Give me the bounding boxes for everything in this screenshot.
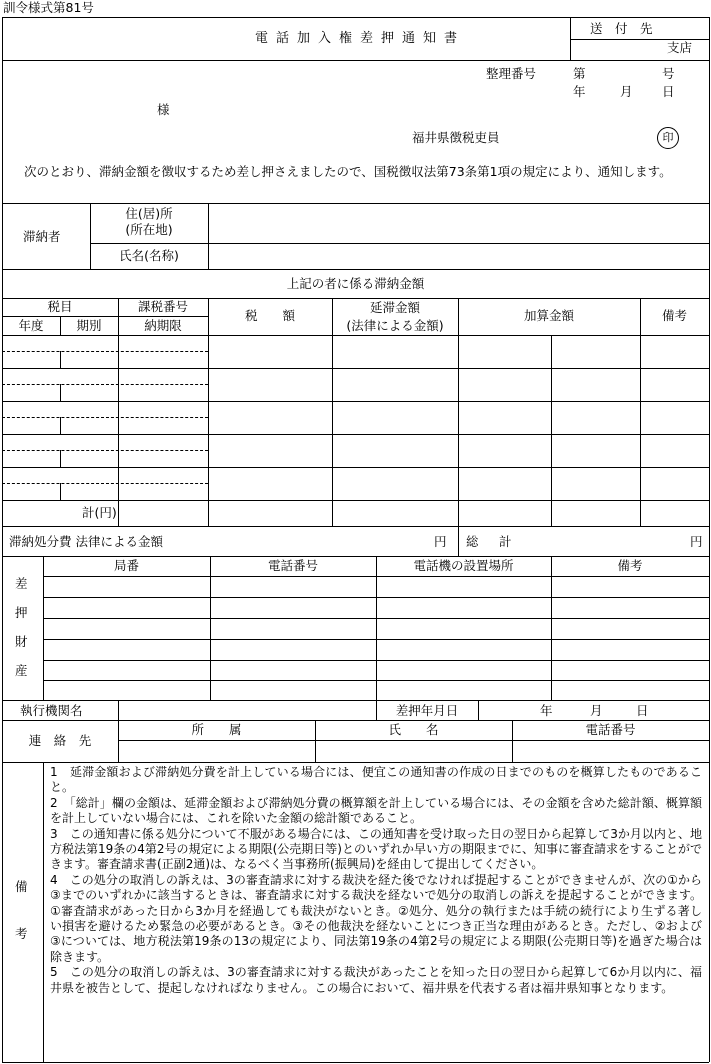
- note-item: 5 この処分の取消しの訴えは、3の審査請求に対する裁決があったことを知った日の翌日から起算して6か月以内に、福井県を被告として、提起しなければなりません。この場合において、福井県を代表する者は福井県知事となります。: [50, 965, 702, 995]
- note-item: 2 「総計」欄の金額は、延滞金額および滞納処分費の概算額を計上している場合には、その金額を含めた総計額、概算額を計上していない場合には、これを除いた金額の総計額であること。: [50, 795, 702, 826]
- frame-left: [2, 17, 3, 1062]
- amount-section-title: 上記の者に係る滞納金額: [286, 276, 425, 291]
- seal-stamp: 印: [657, 127, 679, 149]
- table-row: [2, 500, 709, 501]
- delinquent-label: 滞納者: [23, 229, 61, 244]
- frame-top: [2, 17, 709, 18]
- seizure-date-label: 差押年月日: [395, 703, 459, 718]
- notes-list: [50, 765, 702, 996]
- addressee-suffix: 様: [157, 102, 170, 117]
- disposition-label: 滞納処分費 法律による金額: [9, 534, 163, 549]
- grand-total-label: 総 計: [466, 534, 516, 549]
- table-row: [43, 660, 709, 661]
- frame-right: [709, 17, 710, 1062]
- official-title: 福井県徴税吏員: [412, 130, 500, 145]
- sender-label: 送 付 先: [590, 21, 653, 36]
- agency-label: 執行機関名: [20, 703, 83, 718]
- note-item: 1 延滞金額および滞納処分費を計上している場合には、便宜この通知書の作成の日までのものを概算したものであること。: [50, 765, 702, 795]
- table-row: [2, 368, 709, 369]
- table-row: [43, 639, 709, 640]
- table-row: [43, 680, 709, 681]
- contact-label: 連 絡 先: [28, 733, 92, 748]
- form-title: 電話加入権差押通知書: [254, 31, 465, 46]
- intro-text: 次のとおり、滞納金額を徴収するため差し押さえましたので、国税徴収法第73条第1項の規定により、通知します。: [24, 164, 672, 179]
- form-id: 訓令様式第81号: [3, 0, 94, 15]
- table-row: [2, 434, 709, 435]
- table-row: [43, 597, 709, 598]
- note-item: 4 この処分の取消しの訴えは、3の審査請求に対する裁決を経た後でなければ提起することができませんが、次の①から③までのいずれかに該当するときは、審査請求に対する裁決を経ないで処分の取消しの訴えを提起することができます。①審査請求があった日から3か月を経過しても裁決がないとき。②処分、処分の執行または手続の続行により生ずる著しい損害を避けるため緊急の必要があるとき。③その他裁決を経ないことにつき正当な理由があるとき。ただし、②および③については、地方税法第19条の13の規定により、同法第19条の4第2号の規定による期限(公売期日等)を過ぎた場合は除きます。: [50, 872, 702, 964]
- note-item: 3 この通知書に係る処分について不服がある場合には、この通知書を受け取った日の翌日から起算して3か月以内と、地方税法第19条の4第2号の規定による期限(公売期日等)とのいずれか早い方の期限までに、知事に審査請求をすることができます。審査請求書(正副2通)は、なるべく当事務所(振興局)を経由して提出してください。: [50, 826, 702, 872]
- table-row: [2, 467, 709, 468]
- ref-number-label: 整理番号: [486, 66, 537, 81]
- branch-label: 支店: [667, 40, 693, 55]
- table-row: [2, 401, 709, 402]
- frame-bottom: [2, 1062, 709, 1063]
- table-row: [43, 618, 709, 619]
- total-label: 計(円): [82, 505, 117, 520]
